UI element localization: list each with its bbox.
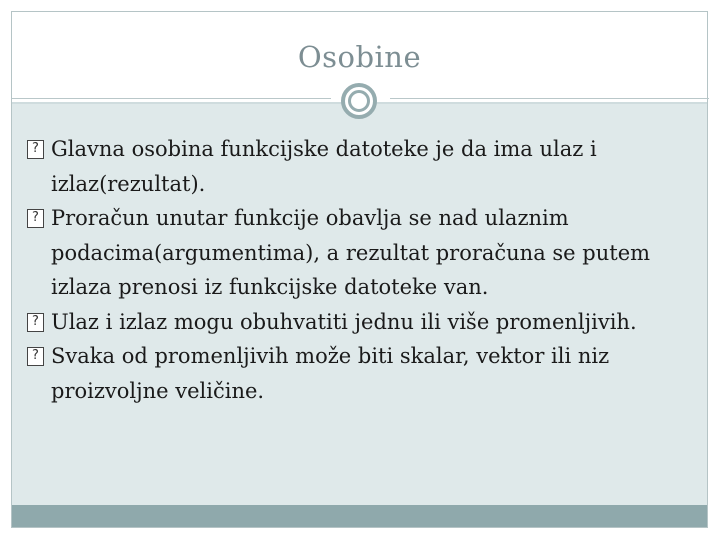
slide-title: Osobine [297,40,422,74]
bullet-text: Proračun unutar funkcije obavlja se nad ulaznim podacima(argumentima), a rezultat proračuna se putem izlaza prenosi iz funkcijske datoteke van. [51,206,651,299]
bullet-text: Svaka od promenljivih može biti skalar, vektor ili niz proizvoljne veličine. [51,344,610,403]
bullet-item [25,132,695,201]
bullet-text: Ulaz i izlaz mogu obuhvatiti jednu ili više promenljivih. [51,309,637,334]
bullet-list [25,132,695,408]
missing-glyph-icon [27,347,44,366]
missing-glyph-icon [27,209,44,228]
bullet-item [25,305,695,340]
title-divider-right [390,98,709,99]
slide [11,11,708,528]
footer-accent-bar [12,505,707,527]
ring-inner [348,90,370,112]
title-divider-left [12,98,331,99]
missing-glyph-icon [27,140,44,159]
ring-ornament-icon [341,83,377,119]
bullet-item [25,339,695,408]
missing-glyph-icon [27,313,44,332]
bullet-text: Glavna osobina funkcijske datoteke je da ima ulaz i izlaz(rezultat). [51,137,597,196]
bullet-item [25,201,695,305]
